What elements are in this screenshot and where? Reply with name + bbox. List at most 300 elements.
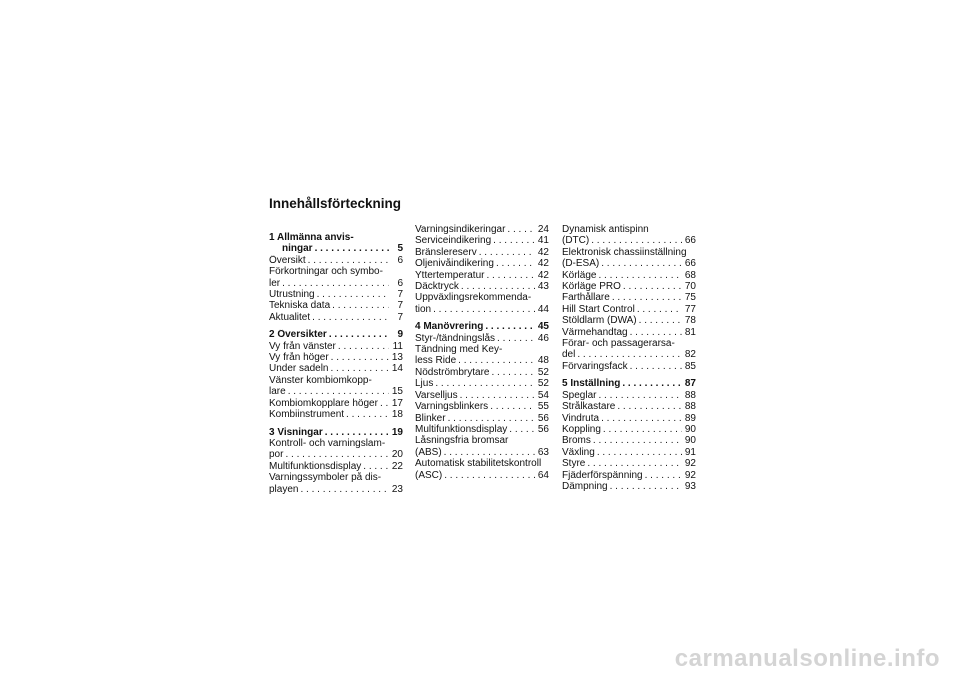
toc-entry-title: Förkortningar och symbo- [269, 266, 383, 278]
toc-entry-title: Dynamisk antispinn [562, 224, 649, 235]
dot-leader [338, 341, 389, 352]
toc-page-number: 14 [391, 363, 403, 375]
toc-page-number: 11 [392, 340, 403, 352]
toc-entry-title: Oljenivåindikering [415, 258, 494, 270]
toc-entry-title: del [562, 349, 576, 361]
toc-entry-title: Varningsindikeringar [415, 224, 506, 235]
toc-entry[interactable] [269, 438, 403, 461]
toc-entry[interactable] [415, 367, 549, 378]
toc-entry-line [415, 413, 549, 424]
toc-page-number: 82 [684, 349, 696, 361]
toc-entry[interactable] [562, 304, 696, 315]
toc-page-number: 22 [391, 460, 403, 472]
toc-entry-title: Stöldlarm (DWA) [562, 315, 637, 327]
dot-leader [486, 270, 535, 281]
dot-leader [479, 247, 535, 258]
toc-entry-line [415, 247, 549, 258]
dot-leader [315, 243, 389, 254]
toc-entry-title: playen [269, 483, 299, 495]
toc-entry-title: 5 Inställning [562, 378, 621, 390]
toc-entry-line [269, 300, 403, 311]
toc-entry-title: Varselljus [415, 389, 458, 401]
dot-leader [490, 401, 535, 412]
toc-entry[interactable] [415, 413, 549, 424]
toc-entry[interactable] [562, 327, 696, 338]
toc-entry-title: Varningssymboler på dis- [269, 472, 382, 484]
toc-entry-title: 4 Manövrering [415, 321, 484, 333]
dot-leader [458, 355, 535, 366]
toc-entry-title: Vänster kombiomkopp- [269, 374, 372, 386]
toc-entry-title: 1 Allmänna anvis- [269, 232, 354, 243]
toc-entry[interactable] [415, 333, 549, 344]
toc-page-number: 64 [537, 469, 549, 481]
toc-entry-line [415, 458, 549, 469]
toc-column-2 [415, 224, 549, 481]
toc-page-number: 78 [684, 315, 696, 327]
toc-entry-line [562, 224, 696, 235]
toc-entry-title: Utrustning [269, 289, 315, 301]
dot-leader [601, 258, 682, 269]
dot-leader [610, 481, 682, 492]
toc-page-number: 44 [537, 303, 549, 315]
watermark: carmanualsonline.info [674, 645, 940, 672]
toc-entry-line [562, 292, 696, 303]
toc-entry[interactable] [562, 458, 696, 469]
toc-entry-line [269, 266, 403, 277]
toc-entry-line [562, 390, 696, 401]
toc-page-number: 70 [684, 281, 696, 293]
dot-leader [288, 386, 389, 397]
toc-entry-line [269, 438, 403, 449]
toc-entry-title: Yttertemperatur [415, 269, 485, 281]
toc-entry-line [269, 386, 403, 397]
toc-entry-line [415, 235, 549, 246]
toc-entry[interactable] [415, 424, 549, 435]
toc-entry[interactable] [415, 292, 549, 315]
toc-page-number: 18 [391, 409, 403, 421]
toc-entry[interactable] [415, 378, 549, 389]
toc-entry-line [562, 258, 696, 269]
toc-entry-title: Nödströmbrytare [415, 366, 490, 378]
dot-leader [612, 292, 682, 303]
toc-page-number: 90 [684, 435, 696, 447]
toc-page-number: 42 [537, 258, 549, 270]
toc-entry-title: Hill Start Control [562, 303, 635, 315]
toc-entry-title: Kombiomkopplare höger [269, 397, 378, 409]
dot-leader [317, 289, 389, 300]
toc-entry-line [562, 424, 696, 435]
toc-entry-line [562, 304, 696, 315]
dot-leader [460, 390, 535, 401]
dot-leader [282, 278, 389, 289]
toc-column-1 [269, 232, 403, 495]
toc-page-number: 6 [397, 277, 403, 289]
toc-page-number: 48 [537, 355, 549, 367]
toc-entry-line [562, 338, 696, 349]
toc-entry-line [415, 344, 549, 355]
dot-leader [509, 424, 535, 435]
toc-entry-title: Växling [562, 446, 595, 458]
toc-page-number: 20 [391, 449, 403, 461]
toc-page-number: 90 [684, 423, 696, 435]
toc-entry[interactable] [415, 458, 549, 481]
toc-page-number: 89 [684, 412, 696, 424]
toc-entry-line [269, 255, 403, 266]
toc-chapter[interactable] [269, 329, 403, 340]
toc-page-number: 23 [391, 483, 403, 495]
toc-entry-title: Under sadeln [269, 363, 329, 375]
toc-entry-title: (ABS) [415, 446, 442, 458]
toc-entry[interactable] [562, 435, 696, 446]
toc-entry[interactable] [269, 472, 403, 495]
toc-entry-title: Tändning med Key- [415, 344, 503, 356]
toc-entry[interactable] [269, 398, 403, 409]
toc-entry-title: Värmehandtag [562, 326, 628, 338]
dot-leader [325, 427, 389, 438]
toc-entry-title: Låsningsfria bromsar [415, 435, 509, 447]
dot-leader [308, 255, 389, 266]
dot-leader [598, 270, 682, 281]
dot-leader [461, 281, 535, 292]
dot-leader [591, 235, 682, 246]
toc-entry[interactable] [269, 409, 403, 420]
dot-leader [577, 349, 682, 360]
dot-leader [603, 424, 682, 435]
toc-entry[interactable] [415, 258, 549, 269]
toc-entry[interactable] [415, 435, 549, 458]
toc-entry-line [562, 435, 696, 446]
toc-entry-title: (D-ESA) [562, 258, 600, 270]
dot-leader [285, 449, 389, 460]
dot-leader [433, 304, 535, 315]
dot-leader [639, 315, 682, 326]
toc-page-number: 85 [684, 360, 696, 372]
dot-leader [380, 398, 389, 409]
dot-leader [630, 327, 682, 338]
toc-entry-line [562, 413, 696, 424]
toc-entry-line [562, 361, 696, 372]
toc-entry-line [415, 281, 549, 292]
toc-page-number: 19 [391, 426, 403, 438]
toc-entry-title: Förvaringsfack [562, 360, 628, 372]
toc-entry-line [269, 289, 403, 300]
toc-entry-line [415, 435, 549, 446]
dot-leader [332, 300, 389, 311]
toc-entry-title: Förar- och passagerarsa- [562, 338, 675, 350]
dot-leader [493, 235, 535, 246]
toc-entry-line [269, 363, 403, 374]
toc-page-number: 41 [537, 235, 549, 247]
toc-page-number: 13 [391, 352, 403, 364]
toc-page-number: 68 [684, 269, 696, 281]
toc-entry[interactable] [562, 315, 696, 326]
toc-entry-title: Ljus [415, 378, 434, 390]
toc-entry-title: Bränslereserv [415, 246, 477, 258]
toc-page-number: 92 [684, 458, 696, 470]
toc-entry-line [415, 292, 549, 303]
toc-entry-title: Serviceindikering [415, 235, 492, 247]
dot-leader [491, 367, 535, 378]
toc-entry-title: Koppling [562, 423, 601, 435]
toc-entry-title: por [269, 449, 284, 461]
toc-entry[interactable] [562, 470, 696, 481]
toc-entry-title: Blinker [415, 412, 446, 424]
toc-entry-line [562, 281, 696, 292]
toc-entry-title: Kontroll- och varningslam- [269, 437, 386, 449]
toc-entry[interactable] [562, 292, 696, 303]
toc-page-number: 91 [684, 446, 696, 458]
toc-entry-line [562, 247, 696, 258]
toc-entry[interactable] [562, 424, 696, 435]
toc-entry[interactable] [562, 481, 696, 492]
dot-leader [587, 458, 682, 469]
toc-entry-line [269, 398, 403, 409]
toc-entry-title: Vy från höger [269, 352, 329, 364]
dot-leader [448, 413, 535, 424]
toc-entry-title: Vy från vänster [269, 340, 336, 352]
toc-page-number: 77 [684, 303, 696, 315]
toc-entry[interactable] [415, 247, 549, 258]
toc-page-number: 7 [397, 300, 403, 312]
toc-entry-line [415, 447, 549, 458]
toc-page-number: 63 [537, 446, 549, 458]
toc-entry[interactable] [562, 338, 696, 361]
toc-page-number: 52 [537, 366, 549, 378]
toc-entry[interactable] [269, 312, 403, 323]
toc-entry-title: Strålkastare [562, 401, 616, 413]
toc-entry[interactable] [415, 224, 549, 235]
toc-entry[interactable] [269, 300, 403, 311]
toc-entry-line [562, 315, 696, 326]
toc-entry[interactable] [415, 270, 549, 281]
toc-entry-title: ningar [282, 243, 313, 255]
toc-entry-line [269, 341, 403, 352]
toc-page-number: 75 [684, 292, 696, 304]
toc-page-number: 42 [537, 246, 549, 258]
dot-leader [435, 378, 535, 389]
toc-entry-title: Styre [562, 458, 586, 470]
toc-chapter[interactable] [269, 232, 403, 255]
toc-entry[interactable] [562, 413, 696, 424]
dot-leader [597, 447, 682, 458]
toc-page-number: 43 [537, 281, 549, 293]
dot-leader [623, 281, 682, 292]
toc-entry[interactable] [269, 363, 403, 374]
toc-entry-line [269, 243, 403, 254]
toc-entry[interactable] [269, 375, 403, 398]
toc-entry-line [269, 427, 403, 438]
dot-leader [329, 329, 389, 340]
toc-entry-line [415, 367, 549, 378]
toc-entry-title: (ASC) [415, 469, 443, 481]
toc-entry[interactable] [562, 401, 696, 412]
toc-entry-title: Fjäderförspänning [562, 469, 643, 481]
toc-page-number: 93 [684, 480, 696, 492]
toc-column-3 [562, 224, 696, 492]
toc-entry-line [269, 472, 403, 483]
dot-leader [637, 304, 682, 315]
toc-entry[interactable] [562, 247, 696, 270]
toc-entry[interactable] [415, 281, 549, 292]
toc-entry[interactable] [562, 447, 696, 458]
toc-entry-title: Översikt [269, 254, 306, 266]
toc-page-number: 88 [684, 401, 696, 413]
toc-page-number: 56 [537, 423, 549, 435]
dot-leader [485, 321, 535, 332]
toc-entry[interactable] [415, 401, 549, 412]
toc-entry-title: Körläge [562, 269, 597, 281]
dot-leader [331, 352, 389, 363]
toc-entry-line [562, 235, 696, 246]
toc-page-number: 17 [391, 397, 403, 409]
toc-entry-line [562, 270, 696, 281]
dot-leader [496, 258, 535, 269]
dot-leader [363, 461, 389, 472]
dot-leader [300, 484, 389, 495]
toc-entry-title: tion [415, 303, 432, 315]
toc-entry-title: Varningsblinkers [415, 401, 489, 413]
toc-entry[interactable] [562, 224, 696, 247]
dot-leader [312, 312, 389, 323]
toc-entry-line [269, 449, 403, 460]
dot-leader [598, 390, 682, 401]
toc-entry-title: Kombiinstrument [269, 409, 345, 421]
dot-leader [601, 413, 682, 424]
toc-page-number: 15 [391, 386, 403, 398]
toc-entry-line [415, 304, 549, 315]
toc-page-number: 5 [397, 243, 403, 255]
toc-page-number: 88 [684, 389, 696, 401]
toc-page-number: 46 [537, 332, 549, 344]
toc-entry-title: Vindruta [562, 412, 600, 424]
toc-page-number: 7 [397, 311, 403, 323]
toc-entry-line [269, 329, 403, 340]
toc-page-number: 66 [684, 235, 696, 247]
toc-entry-title: Elektronisk chassiinställning [562, 246, 687, 258]
dot-leader [593, 435, 682, 446]
toc-entry-line [269, 375, 403, 386]
dot-leader [507, 224, 535, 235]
toc-entry-title: Speglar [562, 389, 597, 401]
toc-entry-title: Styr-/tändningslås [415, 332, 496, 344]
toc-entry-line [415, 355, 549, 366]
toc-entry-title: 3 Visningar [269, 426, 323, 438]
toc-page-number: 87 [684, 378, 696, 390]
toc-page-number: 9 [397, 329, 403, 341]
toc-entry[interactable] [269, 352, 403, 363]
toc-entry[interactable] [269, 461, 403, 472]
toc-page-number: 45 [537, 321, 549, 333]
dot-leader [346, 409, 389, 420]
toc-entry-title: Uppväxlingsrekommenda- [415, 292, 532, 304]
toc-entry[interactable] [269, 289, 403, 300]
toc-entry-line [562, 401, 696, 412]
toc-entry-line [269, 278, 403, 289]
toc-entry-line [562, 458, 696, 469]
toc-entry-title: Tekniska data [269, 300, 331, 312]
toc-chapter[interactable] [269, 427, 403, 438]
toc-entry-title: ler [269, 277, 281, 289]
toc-entry[interactable] [415, 235, 549, 246]
toc-entry-line [415, 378, 549, 389]
toc-entry[interactable] [415, 390, 549, 401]
toc-entry-title: Däcktryck [415, 281, 459, 293]
toc-entry[interactable] [562, 281, 696, 292]
toc-entry[interactable] [269, 266, 403, 289]
toc-entry-line [269, 352, 403, 363]
page-title: Innehållsförteckning [269, 196, 402, 211]
toc-entry-line [562, 470, 696, 481]
toc-entry-line [415, 321, 549, 332]
toc-entry-title: (DTC) [562, 235, 590, 247]
toc-entry-line [269, 232, 403, 243]
toc-page-number: 7 [397, 289, 403, 301]
toc-entry-line [269, 312, 403, 323]
toc-chapter[interactable] [562, 378, 696, 389]
toc-chapter[interactable] [415, 321, 549, 332]
toc-entry-title: Dämpning [562, 480, 608, 492]
toc-entry-title: Automatisk stabilitetskontroll [415, 458, 542, 470]
dot-leader [617, 401, 682, 412]
toc-entry-title: 2 Översikter [269, 329, 327, 341]
toc-entry-line [415, 470, 549, 481]
toc-entry-line [562, 447, 696, 458]
dot-leader [330, 363, 389, 374]
toc-entry-line [415, 390, 549, 401]
toc-page-number: 6 [397, 254, 403, 266]
toc-page-number: 24 [537, 224, 549, 235]
toc-entry-line [415, 270, 549, 281]
dot-leader [444, 447, 535, 458]
toc-entry-title: Multifunktionsdisplay [415, 423, 508, 435]
dot-leader [497, 333, 535, 344]
toc-entry-line [415, 258, 549, 269]
toc-entry-line [415, 401, 549, 412]
toc-entry-line [269, 409, 403, 420]
toc-entry-title: less Ride [415, 355, 457, 367]
toc-entry-line [562, 327, 696, 338]
toc-entry-line [269, 461, 403, 472]
toc-entry-title: Körläge PRO [562, 281, 621, 293]
toc-entry[interactable] [562, 361, 696, 372]
toc-entry[interactable] [562, 270, 696, 281]
toc-entry-line [562, 378, 696, 389]
dot-leader [630, 361, 682, 372]
toc-page-number: 81 [684, 326, 696, 338]
toc-entry-title: Farthållare [562, 292, 610, 304]
dot-leader [645, 470, 682, 481]
toc-entry-line [562, 349, 696, 360]
toc-entry-line [269, 484, 403, 495]
toc-entry-title: Multifunktionsdisplay [269, 460, 362, 472]
toc-page-number: 42 [537, 269, 549, 281]
toc-entry[interactable] [269, 341, 403, 352]
toc-entry[interactable] [415, 344, 549, 367]
toc-entry-title: lare [269, 386, 286, 398]
dot-leader [622, 378, 682, 389]
toc-entry-line [415, 424, 549, 435]
toc-entry-title: Aktualitet [269, 311, 311, 323]
toc-page-number: 55 [537, 401, 549, 413]
toc-entry[interactable] [562, 390, 696, 401]
toc-page-number: 52 [537, 378, 549, 390]
toc-entry[interactable] [269, 255, 403, 266]
toc-entry-line [562, 481, 696, 492]
toc-entry-line [415, 224, 549, 235]
toc-page-number: 66 [684, 258, 696, 270]
toc-page-number: 92 [684, 469, 696, 481]
toc-page-number: 56 [537, 412, 549, 424]
